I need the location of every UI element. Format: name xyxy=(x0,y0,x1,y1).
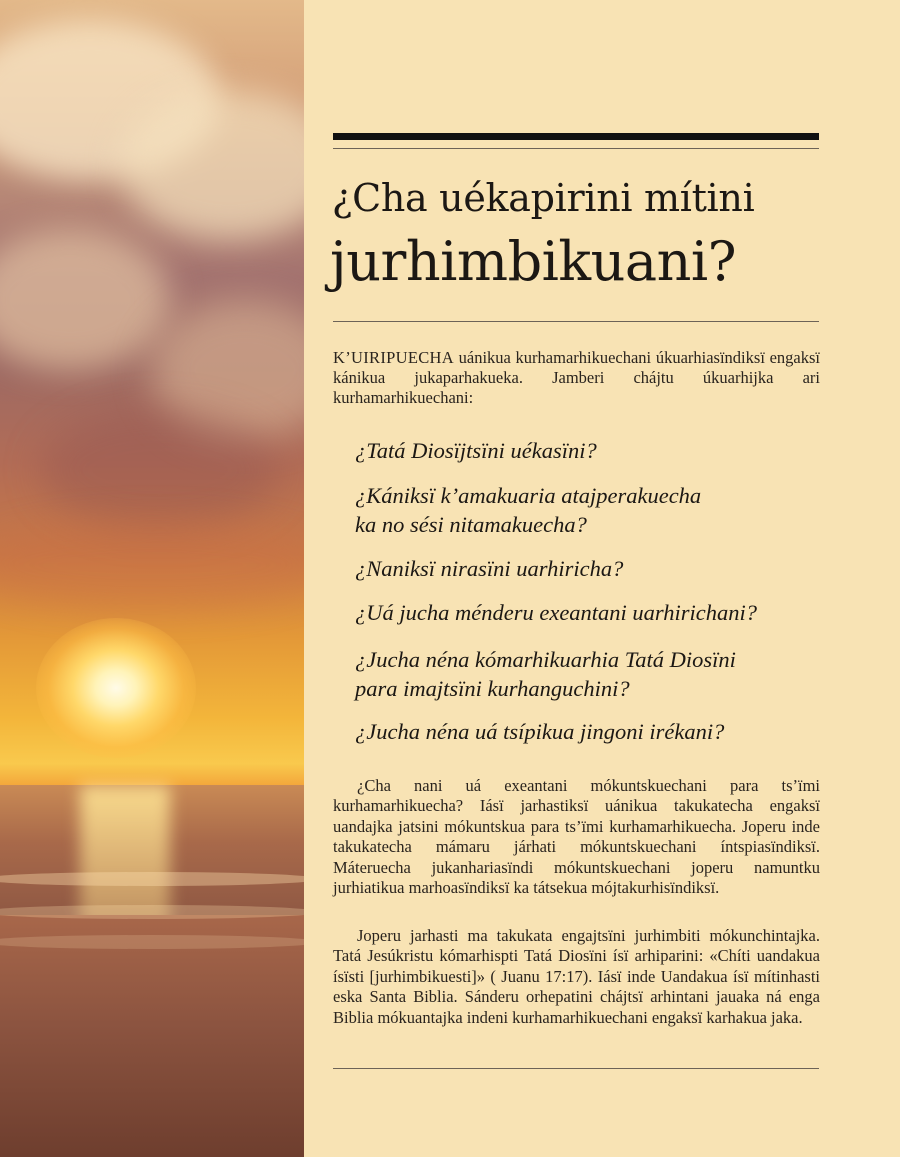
page-title-line-2: jurhimbikuani? xyxy=(330,230,737,293)
intro-lead: K’UIRIPUECHA xyxy=(333,348,454,367)
question-2-line-2: ka no sési nitamakuecha? xyxy=(355,512,587,537)
top-rule-thin xyxy=(333,148,819,149)
top-rule-thick xyxy=(333,133,819,140)
body-paragraph-1: ¿Cha nani uá exeantani mókuntskuechani para ts’ïmi kurhamarhikuecha? Iásï jarhastiksï uánikua takukatecha engaksï uandajka jatsini mókuntskua para ts’ïmi kurhamarhikuecha. Joperu inde takukatecha mámaru járhati mókuntskuechani íntspiasïndiksï. Máteruecha jukanhariasïndi mókuntskuechani joperu namuntku jurhiatikua marhoasïndiksï ka tátsekua mójtakurhisïndiksï. xyxy=(333,776,820,898)
question-2-line-1: ¿Kániksï k’amakuaria atajperakuecha xyxy=(355,483,702,508)
body-paragraph-2: Joperu jarhasti ma takukata engajtsïni jurhimbiti mókunchintajka. Tatá Jesúkristu kómarhispti Tatá Diosïni ísï arhiparini: «Chíti uandakua ísïsti [jurhimbikuesti]» ( Juanu 17:17). Iásï inde Uandakua ísï mítinhasti eska Santa Biblia. Sánderu orhepatini chájtsï arhintani jauaka ná enga Biblia mókuantajka indeni kurhamarhikuechani engaksï karhakua jaka. xyxy=(333,926,820,1027)
question-6-line-1: ¿Jucha néna uá tsípikua jingoni irékani? xyxy=(355,719,725,744)
sun xyxy=(36,618,196,758)
title-divider xyxy=(333,321,819,322)
cloud-shape xyxy=(0,230,170,370)
sunset-photo xyxy=(0,0,304,1157)
cloud-shape xyxy=(0,520,304,610)
wave-foam xyxy=(0,872,304,886)
question-6 xyxy=(355,717,825,746)
question-1 xyxy=(355,436,825,465)
question-5-line-2: para imajtsïni kurhanguchini? xyxy=(355,676,630,701)
question-5-line-1: ¿Jucha néna kómarhikuarhia Tatá Diosïni xyxy=(355,647,736,672)
beach-sand xyxy=(0,915,304,1157)
intro-text: uánikua kurhamarhikuechani úkuarhiasïndiksï engaksï kánikua jukaparhakueka. Jamberi chájtu úkuarhijka ari kurhamarhikuechani: xyxy=(333,348,820,407)
question-1-line-1: ¿Tatá Diosïjtsïni uékasïni? xyxy=(355,438,597,463)
bottom-rule xyxy=(333,1068,819,1069)
wave-foam xyxy=(0,935,304,949)
wave-foam xyxy=(0,905,304,919)
question-4 xyxy=(355,598,825,627)
page-title-line-1: ¿Cha uékapirini mítini xyxy=(332,176,755,220)
question-2 xyxy=(355,481,825,539)
question-3 xyxy=(355,554,825,583)
question-5 xyxy=(355,645,825,703)
question-4-line-1: ¿Uá jucha ménderu exeantani uarhirichani? xyxy=(355,600,758,625)
cloud-shape xyxy=(40,410,280,530)
question-3-line-1: ¿Naniksï nirasïni uarhiricha? xyxy=(355,556,624,581)
intro-paragraph xyxy=(333,348,820,408)
